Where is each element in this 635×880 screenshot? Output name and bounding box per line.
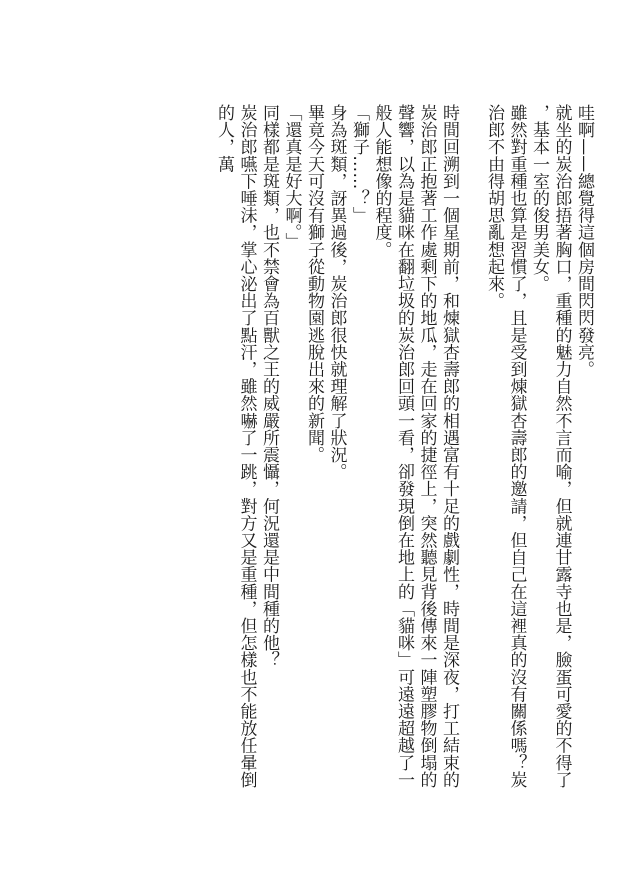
paragraph: 時間回溯到一個星期前，和煉獄杏壽郎的相遇富有十足的戲劇性，時間是深夜，打工結束的炭治郎正抱著工作處剩下的地瓜，走在回家的捷徑上，突然聽見背後傳來一陣塑膠物倒塌的聲響，以為是貓咪在翻垃圾的炭治郎回頭一看，卻發現倒在地上的「貓咪」可遠遠超越了一般人能想像的程度。 [371, 104, 459, 788]
vertical-text-body [213, 104, 596, 794]
paragraph: 畢竟今天可沒有獅子從動物園逃脫出來的新聞。 [304, 104, 324, 464]
paragraph: 同樣都是斑類，也不禁會為百獸之王的威嚴所震懾，何況還是中間種的他？ [259, 104, 279, 669]
paragraph: 炭治郎嚥下唾沫，掌心泌出了點汗，雖然嚇了一跳，對方又是重種，但怎樣也不能放任暈倒的人，萬 [214, 104, 257, 788]
paragraph: 哇啊——總覺得這個房間閃閃發亮。 [574, 104, 594, 378]
paragraph: 就坐的炭治郎捂著胸口，重種的魅力自然不言而喻，但就連甘露寺也是，臉蛋可愛的不得了，基本一室的俊男美女。 [529, 104, 572, 788]
paragraph: 雖然對重種也算是習慣了，且是受到煉獄杏壽郎的邀請，但自己在這裡真的沒有關係嗎？炭治郎不由得胡思亂想起來。 [484, 104, 527, 788]
dialogue-line: 「還真是好大啊。」 [281, 104, 302, 250]
blank-line [460, 104, 483, 794]
paragraph: 身為斑類，訝異過後，炭治郎很快就理解了狀況。 [326, 104, 347, 481]
dialogue-line: 「獅子……？」 [349, 104, 369, 224]
